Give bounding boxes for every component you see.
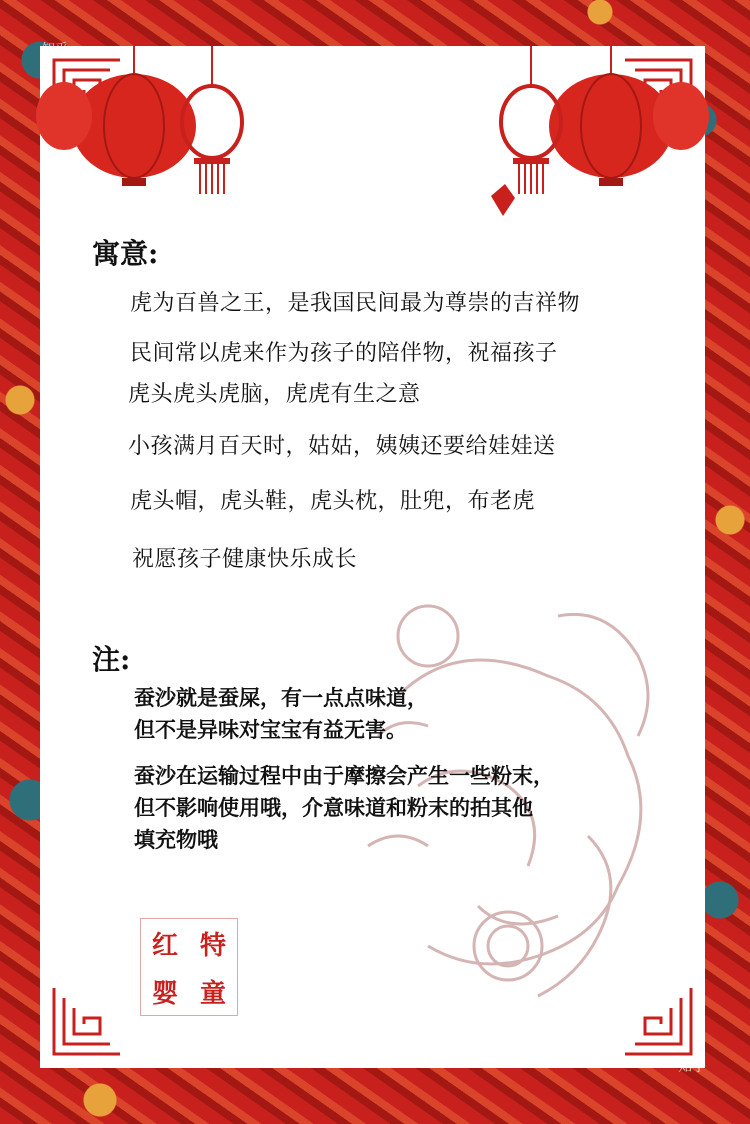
seal-char: 童	[199, 978, 226, 1009]
note-paragraph-2	[134, 760, 554, 856]
seal-char: 婴	[151, 978, 178, 1009]
meaning-line-2: 民间常以虎来作为孩子的陪伴物，祝福孩子	[130, 341, 558, 366]
meaning-line-6: 祝愿孩子健康快乐成长	[132, 547, 358, 572]
seal-char: 红	[151, 930, 178, 961]
meaning-line-1: 虎为百兽之王，是我国民间最为尊崇的吉祥物	[130, 291, 581, 316]
lantern-group-left	[34, 46, 264, 206]
meaning-line-5: 虎头帽，虎头鞋，虎头枕，肚兜，布老虎	[130, 489, 536, 514]
meaning-line-3: 虎头虎头虎脑，虎虎有生之意	[128, 382, 421, 407]
note-line: 蚕沙就是蚕屎，有一点点味道，	[134, 686, 428, 710]
note-paragraph-1	[134, 682, 428, 746]
meaning-line-4: 小孩满月百天时，姑姑，姨姨还要给娃娃送	[128, 434, 556, 459]
note-line: 但不是异味对宝宝有益无害。	[134, 718, 407, 742]
note-line: 蚕沙在运输过程中由于摩擦会产生一些粉末，	[134, 764, 554, 788]
poster-card	[40, 46, 705, 1068]
note-line: 但不影响使用哦，介意味道和粉末的拍其他	[134, 796, 533, 820]
note-line: 填充物哦	[134, 828, 218, 852]
lantern-group-right	[481, 46, 711, 236]
brand-seal	[140, 918, 238, 1016]
seal-char: 特	[199, 930, 226, 961]
watermark-bottom: 知乎	[678, 1059, 706, 1075]
meaning-heading: 寓意:	[92, 237, 159, 270]
corner-ornament-bottom-left	[52, 986, 122, 1056]
note-heading: 注:	[92, 643, 131, 676]
